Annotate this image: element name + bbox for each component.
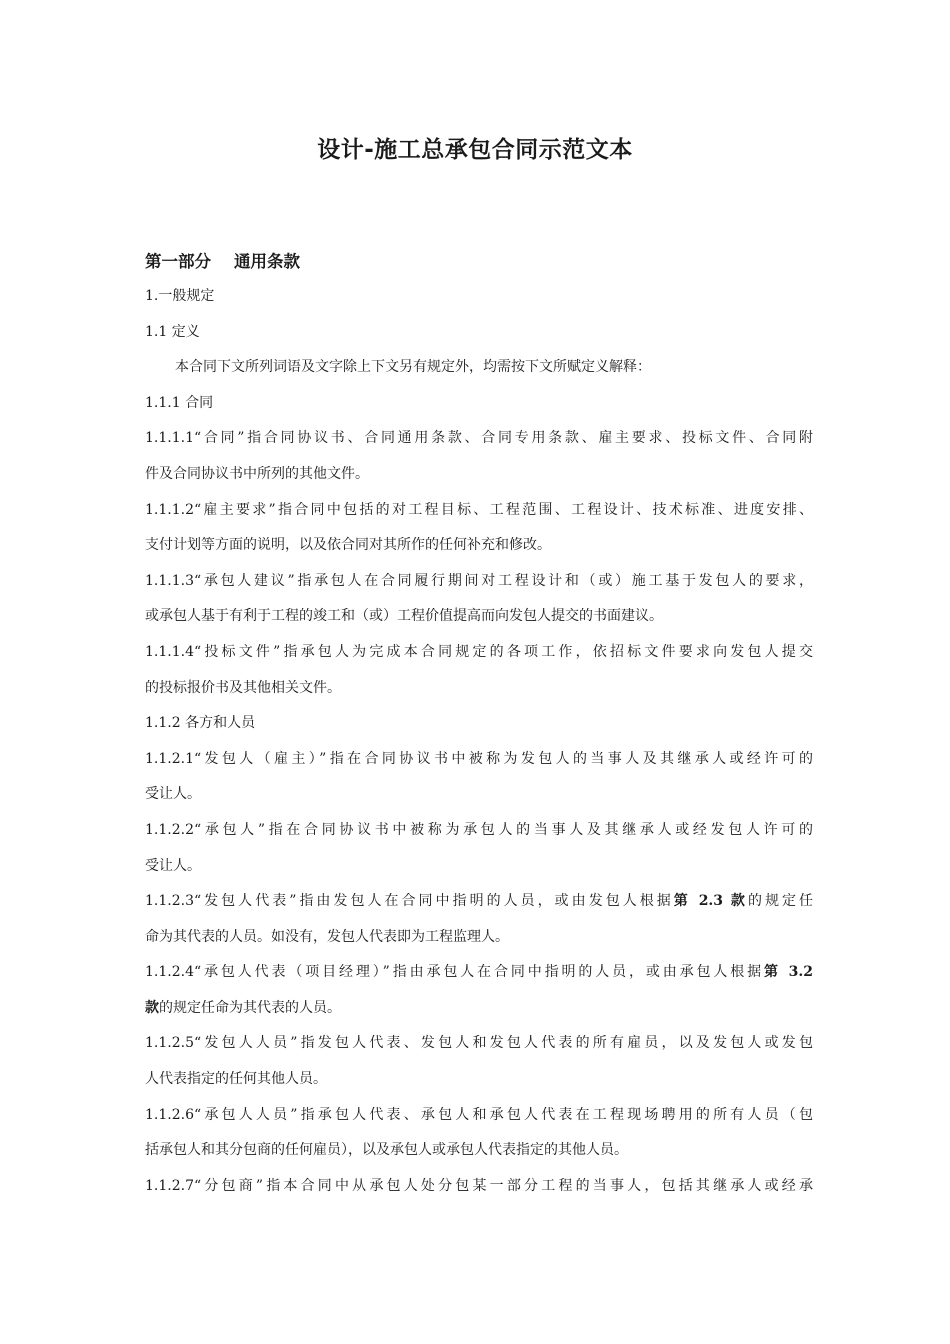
document-body [145,248,813,1204]
text-line [145,884,813,920]
text-line: 1.1 定义 [145,323,200,340]
text-line: 受让人。 [145,857,201,874]
text-line: 1.1.2.5“发包人人员”指发包人代表、发包人和发包人代表的所有雇员，以及发包人或发包 [145,1035,813,1052]
clause-reference: 第 2.3 款 [673,893,748,910]
text-line: 1.一般规定 [145,288,215,304]
text-line [145,955,813,991]
clause-reference: 第 3.2 [764,964,814,981]
text-line: 1.1.2.7“分包商”指本合同中从承包人处分包某一部分工程的当事人，包括其继承人或经承 [145,1177,813,1194]
text-segment: 的规定任 [747,893,814,910]
text-segment: 的规定任命为其代表的人员。 [159,999,341,1016]
text-line: 1.1.1.2“雇主要求”指合同中包括的对工程目标、工程范围、工程设计、技术标准、进度安排、 [145,501,813,518]
text-line: 1.1.1.1“合同”指合同协议书、合同通用条款、合同专用条款、雇主要求、投标文件、合同附 [145,430,813,447]
text-line: 1.1.1 合同 [145,394,214,411]
text-line: 1.1.1.4“投标文件”指承包人为完成本合同规定的各项工作，依招标文件要求向发包人提交 [145,643,813,660]
text-line: 本合同下文所列词语及文字除上下文另有规定外，均需按下文所赋定义解释： [175,359,651,376]
text-line: 的投标报价书及其他相关文件。 [145,679,341,696]
text-line: 括承包人和其分包商的任何雇员），以及承包人或承包人代表指定的其他人员。 [145,1142,628,1159]
text-line [145,991,813,1027]
document-title: 设计-施工总承包合同示范文本 [317,137,633,163]
text-line: 命为其代表的人员。如没有，发包人代表即为工程监理人。 [145,928,509,945]
text-line: 1.1.2.6“承包人人员”指承包人代表、承包人和承包人代表在工程现场聘用的所有人员（包 [145,1106,813,1123]
clause-reference: 款 [145,999,159,1016]
part-heading: 第一部分 通用条款 [145,252,300,271]
text-segment: 1.1.2.4“承包人代表（项目经理）”指由承包人在合同中指明的人员，或由承包人根据 [145,964,765,981]
text-line: 1.1.2 各方和人员 [145,715,256,732]
text-line: 件及合同协议书中所列的其他文件。 [145,465,369,482]
text-line: 1.1.2.2“承包人”指在合同协议书中被称为承包人的当事人及其继承人或经发包人许可的 [145,821,813,838]
text-line: 支付计划等方面的说明，以及依合同对其所作的任何补充和修改。 [145,537,551,554]
text-segment: 1.1.2.3“发包人代表”指由发包人在合同中指明的人员，或由发包人根据 [145,893,674,910]
text-line: 人代表指定的任何其他人员。 [145,1071,327,1088]
clause-lines [145,279,813,1204]
text-line: 受让人。 [145,786,201,803]
text-line: 1.1.1.3“承包人建议”指承包人在合同履行期间对工程设计和（或）施工基于发包人的要求， [145,572,813,589]
text-line: 1.1.2.1“发包人（雇主）”指在合同协议书中被称为发包人的当事人及其继承人或经许可的 [145,750,813,767]
text-line: 或承包人基于有利于工程的竣工和（或）工程价值提高而向发包人提交的书面建议。 [145,608,663,625]
